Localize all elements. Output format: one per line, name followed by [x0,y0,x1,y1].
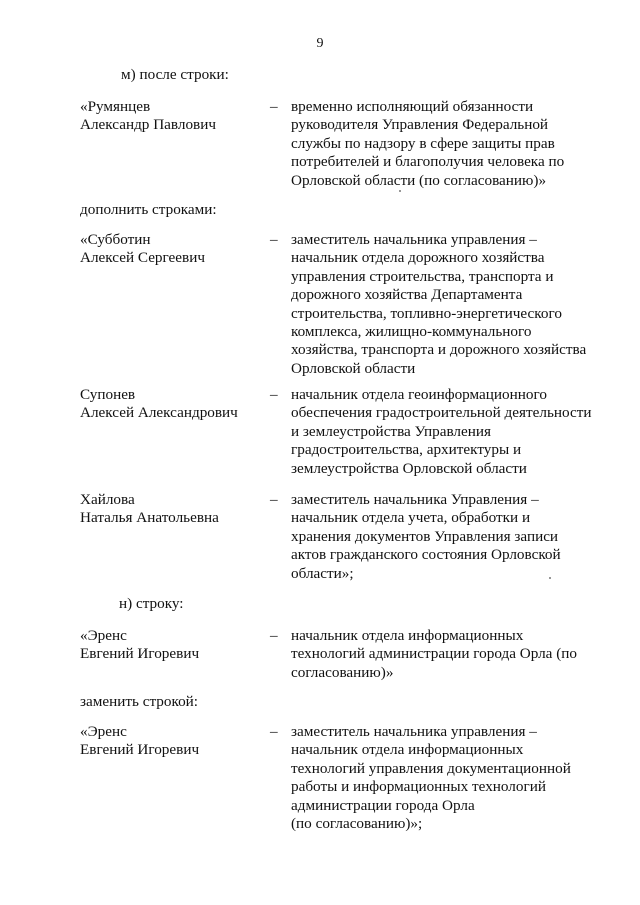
entry-dash: – [270,386,278,403]
entry-dash: – [270,98,278,115]
person-name: Хайлова Наталья Анатольевна [80,491,219,527]
person-name: «Румянцев Александр Павлович [80,98,216,134]
person-name: «Субботин Алексей Сергеевич [80,231,205,267]
person-name: Супонев Алексей Александрович [80,386,238,422]
instruction-add-lines: дополнить строками: [80,201,217,218]
instruction-replace-line: заменить строкой: [80,693,199,710]
entry-dash: – [270,231,278,248]
position-description: заместитель начальника Управления – начальник отдела учета, обработки и хранения документов Управления записи актов гражданского состояния Орловской области»; [291,491,561,582]
entry-dash: – [270,491,278,508]
page-number: 9 [316,36,324,51]
person-name: «Эренс Евгений Игоревич [80,627,200,663]
position-description: временно исполняющий обязанности руководителя Управления Федеральной службы по надзору в сфере защиты прав потребителей и благополучия человека по Орловской области (по согласованию)» [291,98,565,189]
person-name: «Эренс Евгений Игоревич [80,723,200,759]
position-description: начальник отдела геоинформационного обеспечения градостроительной деятельности и землеустройства Управления градостроительства, архитектуры и землеустройства Орловской области [291,386,592,477]
entry-dash: – [270,627,278,644]
position-description: начальник отдела информационных технологий администрации города Орла (по согласованию)» [291,627,578,681]
scan-speck [549,577,551,579]
section-heading-m: м) после строки: [121,66,229,83]
position-description: заместитель начальника управления – начальник отдела дорожного хозяйства управления строительства, транспорта и дорожного хозяйства Департамента строительства, топливно-энергетического комплекса, жилищно-коммунального хозяйства, транспорта и дорожного хозяйства Орловской области [291,231,587,377]
section-heading-n: н) строку: [119,595,184,612]
scan-speck [399,190,401,192]
entry-dash: – [270,723,278,740]
position-description: заместитель начальника управления – начальник отдела информационных технологий управления документационной работы и информационных технологий администрации города Орла (по согласованию)»; [291,723,571,833]
